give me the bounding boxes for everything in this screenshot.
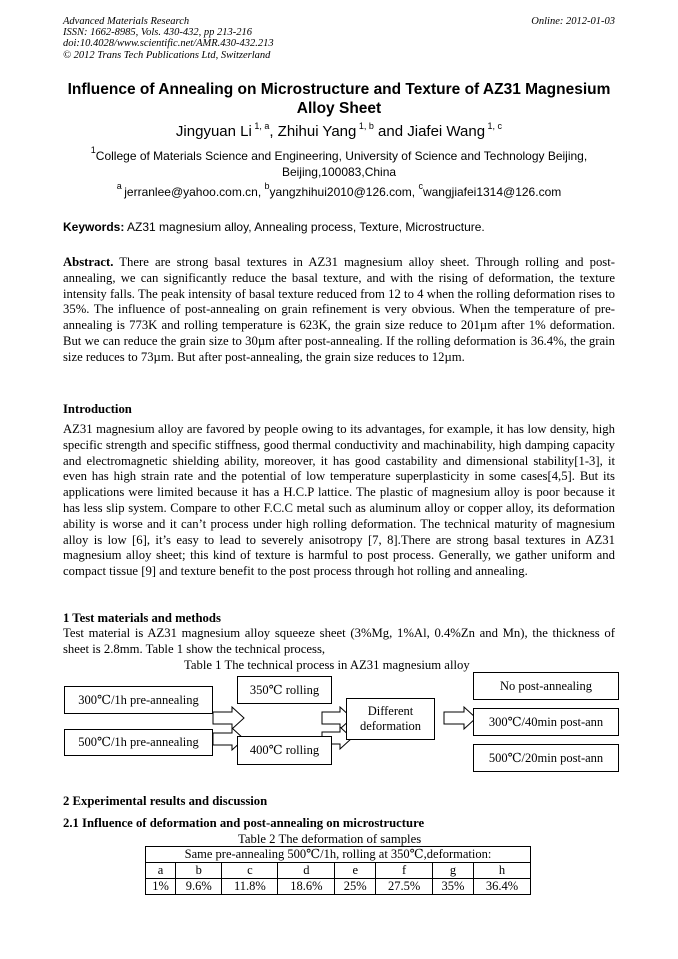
affiliation-sup: 1 xyxy=(90,145,96,155)
author-list xyxy=(63,122,615,142)
author-emails xyxy=(63,181,615,200)
table2-caption: Table 2 The deformation of samples xyxy=(238,832,422,846)
table-cell: 25% xyxy=(335,879,376,895)
table-cell: f xyxy=(376,863,433,879)
table-cell: 36.4% xyxy=(473,879,530,895)
table-cell: 11.8% xyxy=(222,879,278,895)
post-annealing-500-box: 500℃/20min post-ann xyxy=(473,744,619,772)
email-sup: c xyxy=(418,181,423,191)
section2-1-heading: 2.1 Influence of deformation and post-annealing on microstructure xyxy=(63,816,425,830)
table-cell: g xyxy=(433,863,474,879)
table-cell: b xyxy=(176,863,222,879)
journal-doi: doi:10.4028/www.scientific.net/AMR.430-432.213 xyxy=(63,38,274,50)
author-name: Jingyuan Li xyxy=(175,123,252,140)
table-value-row xyxy=(146,879,531,895)
email-b: yangzhihui2010@126.com, xyxy=(269,185,419,199)
journal-header xyxy=(63,16,274,61)
table-cell: h xyxy=(473,863,530,879)
deformation-table xyxy=(145,846,531,895)
abstract-label: Abstract. xyxy=(63,255,114,269)
table-label-row xyxy=(146,863,531,879)
pre-annealing-500-box: 500℃/1h pre-annealing xyxy=(64,729,213,756)
keywords-text: AZ31 magnesium alloy, Annealing process, Texture, Microstructure. xyxy=(124,220,485,234)
author-sup: 1, b xyxy=(356,121,374,131)
author-separator: and xyxy=(373,123,408,140)
author-separator: , xyxy=(269,123,278,140)
keywords xyxy=(63,220,615,235)
table-cell: 27.5% xyxy=(376,879,433,895)
block-arrow xyxy=(213,728,244,750)
table-cell: 9.6% xyxy=(176,879,222,895)
email-sup: a xyxy=(116,181,125,191)
keywords-label: Keywords: xyxy=(63,220,125,234)
introduction-text: AZ31 magnesium alloy are favored by people owing to its advantages, for example, it has low density, high specific strength and specific stiffness, good thermal conductivity and machinability, high damping capacity and electromagnetic shielding ability, moreover, it has good castability and dimensional stability[1-3], it even has high strain rate and the potential of low temperature superplasticity in some cases[4,5]. But its applications were limited because it has a H.C.P lattice. The plastic of magnesium alloy is poor because it has less slip system. Compare to other F.C.C metal such as aluminum alloy or copper alloy, its deformation ability is worse and it can’t process under high rolling deformation. The technical maturity of magnesium alloy is low [6], it’s easy to lead to severely anisotropy [7, 8].There are strong basal textures in AZ31 magnesium alloy sheet; this kind of texture is harmful to post process. Generally, we gather uniform and compact tissue [9] and texture benefit to the post process through hot rolling and annealing. xyxy=(63,422,615,579)
table1-caption: Table 1 The technical process in AZ31 magnesium alloy xyxy=(184,658,470,672)
abstract xyxy=(63,255,615,366)
section2-heading: 2 Experimental results and discussion xyxy=(63,794,268,808)
block-arrow xyxy=(322,727,352,749)
table-cell: 1% xyxy=(146,879,176,895)
pre-annealing-300-box: 300℃/1h pre-annealing xyxy=(64,686,213,714)
rolling-350-box: 350℃ rolling xyxy=(237,676,332,704)
affiliation-text: College of Materials Science and Engineering, University of Science and Technology Beijing, Beijing,100083,China xyxy=(95,149,588,179)
author-sup: 1, a xyxy=(251,121,270,131)
table-cell: d xyxy=(278,863,335,879)
journal-name: Advanced Materials Research xyxy=(63,16,190,27)
table-cell: c xyxy=(222,863,278,879)
email-a: jerranlee@yahoo.com.cn, xyxy=(124,185,265,199)
section1-heading: 1 Test materials and methods xyxy=(63,611,221,625)
table-cell: 35% xyxy=(433,879,474,895)
block-arrow xyxy=(444,707,476,729)
block-arrow xyxy=(322,707,352,729)
no-post-annealing-box: No post-annealing xyxy=(473,672,619,700)
deformation-box: Different deformation xyxy=(346,698,435,740)
email-sup: b xyxy=(264,181,270,191)
table-header-row xyxy=(146,847,531,863)
author-sup: 1, c xyxy=(485,121,503,131)
section1-text: Test material is AZ31 magnesium alloy squeeze sheet (3%Mg, 1%Al, 0.4%Zn and Mn), the thickness of sheet is 2.8mm. Table 1 show the technical process, xyxy=(63,626,615,656)
post-annealing-300-box: 300℃/40min post-ann xyxy=(473,708,619,736)
author-name: Zhihui Yang xyxy=(277,123,357,140)
block-arrow xyxy=(213,707,244,729)
rolling-400-box: 400℃ rolling xyxy=(237,736,332,765)
journal-issn: ISSN: 1662-8985, Vols. 430-432, pp 213-216 xyxy=(63,27,252,39)
table-cell: e xyxy=(335,863,376,879)
paper-title: Influence of Annealing on Microstructure and Texture of AZ31 Magnesium Alloy Sheet xyxy=(67,81,611,117)
author-name: Jiafei Wang xyxy=(407,123,486,140)
journal-copyright: © 2012 Trans Tech Publications Ltd, Switzerland xyxy=(63,49,271,61)
introduction-heading: Introduction xyxy=(63,402,132,416)
abstract-text: There are strong basal textures in AZ31 magnesium alloy sheet. Through rolling and post-annealing, we can significantly reduce the basal texture, and with the rising of deformation, the texture intensity falls. The peak intensity of basal texture reduced from 12 to 4 when the rolling deformation rises to 35%. The influence of post-annealing on grain refinement is very obvious. When the temperature of pre-annealing is 773K and rolling temperature is 623K, the grain size reduce to 201µm after 1% deformation. But we can reduce the grain size to 30µm after post-annealing. If the rolling deformation is 36.4%, the grain size reduces to 73µm. But after post-annealing, the grain size reduces to 12µm. xyxy=(63,255,615,364)
online-date: Online: 2012-01-03 xyxy=(531,16,615,27)
table-cell: 18.6% xyxy=(278,879,335,895)
table-cell: a xyxy=(146,863,176,879)
affiliation xyxy=(63,145,615,180)
email-c: wangjiafei1314@126.com xyxy=(422,185,562,199)
table-header-cell: Same pre-annealing 500℃/1h, rolling at 350℃,deformation: xyxy=(146,847,531,863)
